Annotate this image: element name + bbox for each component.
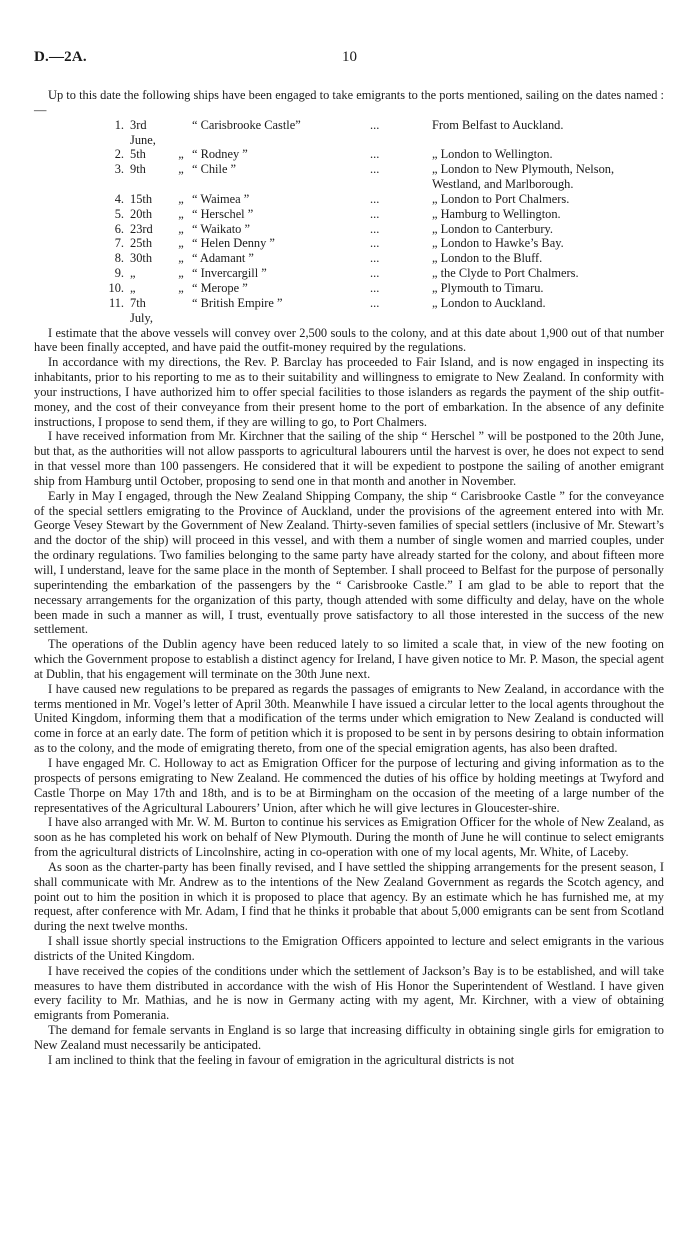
ship-name: “ Helen Denny ”: [192, 236, 275, 251]
ship-name: “ Invercargill ”: [192, 266, 267, 281]
leader-dots: ...: [370, 147, 380, 162]
sailing-date: 15th: [130, 191, 153, 206]
ship-name: “ Rodney ”: [192, 147, 248, 162]
ship-number: 6.: [114, 221, 124, 236]
leader-dots: ...: [370, 191, 380, 206]
ship-route: „ London to Port Chalmers.: [432, 191, 570, 206]
ship-name: “ Carisbrooke Castle”: [192, 117, 301, 132]
ship-schedule-table: [34, 118, 664, 326]
body-paragraph: I have received the copies of the conditions under which the settlement of Jackson’s Bay is to be established, and will take measures to have them distributed in accordance with the wish of His Honor the Superintendent of Westland. I have given every facility to Mr. Mathias, and he is now in Germany acting with my agent, Mr. Kirchner, with a view of obtaining emigrants from Pomerania.: [34, 963, 664, 1023]
leader-dots: ...: [370, 117, 380, 132]
ditto-mark: „: [178, 191, 184, 206]
sailing-date: „: [130, 266, 136, 281]
ship-row: [34, 236, 664, 251]
ship-number: 9.: [114, 266, 124, 281]
ditto-mark: „: [178, 236, 184, 251]
ship-name: “ Chile ”: [192, 162, 237, 177]
ship-row: [34, 281, 664, 296]
ship-row: [34, 118, 664, 148]
sailing-date: „: [130, 280, 136, 295]
body-paragraph: As soon as the charter-party has been finally revised, and I have settled the shipping arrangements for the present season, I shall communicate with Mr. Andrew as to the intentions of the New Zealand Government as regards the Scotch agency, and point out to him the position in which it is proposed to place that agency. By an estimate which he has furnished me, at my request, after conference with Mr. Adam, I find that he thinks it probable that about 5,000 emigrants can be sent from Scotland during the next twelve months.: [34, 859, 664, 934]
ditto-mark: [170, 118, 192, 148]
sailing-date: 23rd: [130, 221, 153, 236]
ship-schedule-rows: [34, 118, 664, 326]
sailing-date: 30th: [130, 251, 153, 266]
leader-dots: ...: [370, 236, 380, 251]
ditto-mark: „: [178, 147, 184, 162]
body-paragraph: I have engaged Mr. C. Holloway to act as Emigration Officer for the purpose of lecturing and giving information as to the prospects of persons emigrating to New Zealand. He commenced the duties of his office by holding meetings at Twyford and Castle Thorpe on May 17th and 18th, and is to be at Birmingham on the occasion of the meeting of a large number of the representatives of the Agricultural Labourers’ Union, after which he will give lectures in Gloucester-shire.: [34, 755, 664, 815]
ship-number: 3.: [114, 162, 124, 177]
ditto-mark: „: [178, 280, 184, 295]
intro-paragraph: Up to this date the following ships have been engaged to take emigrants to the ports mentioned, sailing on the dates named :—: [34, 88, 664, 117]
leader-dots: ...: [370, 251, 380, 266]
body-paragraph: Early in May I engaged, through the New Zealand Shipping Company, the ship “ Carisbrooke Castle ” for the conveyance of the special settlers emigrating to the Province of Auckland, under the provisions of the agreement entered into with Mr. George Vesey Stewart by the Government of New Zealand. Thirty-seven families of special settlers (inclusive of Mr. Stewart’s and the doctor of the ship) will proceed in this vessel, and with them a number of single women and married couples, under the ordinary regulations. Two families belonging to the same party have already started for the colony, and about fifteen more will, I understand, leave for the same place in the month of September. I shall proceed to Belfast for the purpose of personally superintending the embarkation of the passengers by the “ Carisbrooke Castle.” I am glad to be able to report that the necessary arrangements for the organization of this party, though attended with some difficulty and delay, have on the whole been made in such a manner as will, I trust, eventually prove satisfactory to all those interested in the success of the new settlement.: [34, 488, 664, 637]
document-body: [34, 88, 664, 1068]
body-paragraph: I estimate that the above vessels will convey over 2,500 souls to the colony, and at this date about 1,900 out of that number have been finally accepted, and have paid the outfit-money required by the regulations.: [34, 325, 664, 355]
body-paragraph: I have also arranged with Mr. W. M. Burton to continue his services as Emigration Officer for the whole of New Zealand, as soon as he has completed his work on behalf of New Plymouth. During the month of June he will continue to select emigrants from the agricultural districts of Lincolnshire, acting in co-operation with one of my local agents, Mr. White, of Laceby.: [34, 815, 664, 860]
sailing-date: 9th: [130, 162, 146, 177]
ship-name: “ Waikato ”: [192, 221, 250, 236]
ship-row: [34, 266, 664, 281]
ship-number: 11.: [108, 295, 124, 310]
ship-route: „ London to New Plymouth, Nelson, Westland, and Marlborough.: [432, 162, 615, 192]
ditto-mark: [170, 296, 192, 326]
ditto-mark: „: [178, 221, 184, 236]
ship-route: „ London to Hawke’s Bay.: [432, 236, 564, 251]
ship-route: „ London to Auckland.: [432, 295, 546, 310]
ship-row: [34, 251, 664, 266]
document-reference: D.—2A.: [34, 49, 87, 65]
ship-row: [34, 147, 664, 162]
ship-row: [34, 162, 664, 192]
ship-route: „ London to the Bluff.: [432, 251, 543, 266]
body-paragraph: The demand for female servants in England is so large that increasing difficulty in obtaining single girls for emigration to New Zealand must necessarily be anticipated.: [34, 1023, 664, 1052]
ship-name: “ Adamant ”: [192, 251, 254, 266]
body-paragraph: I shall issue shortly special instructions to the Emigration Officers appointed to lecture and select emigrants in the various districts of the United Kingdom.: [34, 934, 664, 963]
ship-name: “ Waimea ”: [192, 191, 250, 206]
ship-route: „ London to Wellington.: [432, 147, 553, 162]
ship-row: [34, 296, 664, 326]
ship-route: „ Plymouth to Timaru.: [432, 280, 544, 295]
leader-dots: ...: [370, 206, 380, 221]
ditto-mark: „: [178, 266, 184, 281]
ditto-mark: „: [178, 162, 184, 177]
ship-route: From Belfast to Auckland.: [432, 117, 564, 132]
ship-name: “ Herschel ”: [192, 206, 254, 221]
sailing-date: 7th July,: [130, 295, 153, 325]
sailing-date: 5th: [130, 147, 146, 162]
ship-route: „ Hamburg to Wellington.: [432, 206, 561, 221]
body-paragraphs: [34, 326, 664, 1068]
body-paragraph: In accordance with my directions, the Rev. P. Barclay has proceeded to Fair Island, and is now engaged in inspecting its inhabitants, prior to his reporting to me as to their suitability and willingness to emigrate to New Zealand. In conformity with your instructions, I have authorized him to offer special facilities to those islanders as regards the payment of the ship outfit-money, and the cost of their conveyance from their present home to the port of embarkation. In the absence of any definite instructions, I propose to send them, if they are willing to go, to Port Chalmers.: [34, 355, 664, 429]
ship-name: “ Merope ”: [192, 280, 248, 295]
body-paragraph: The operations of the Dublin agency have been reduced lately to so limited a scale that, in view of the new footing on which the Government propose to establish a distinct agency for Ireland, I have given notice to Mr. P. Mason, the special agent at Dublin, that his engagement will terminate on the 30th June next.: [34, 637, 664, 681]
leader-dots: ...: [370, 266, 380, 281]
ship-number: 5.: [114, 206, 124, 221]
sailing-date: 25th: [130, 236, 153, 251]
ship-number: 8.: [114, 251, 124, 266]
leader-dots: ...: [370, 295, 380, 310]
ship-name: “ British Empire ”: [192, 295, 283, 310]
ship-row: [34, 222, 664, 237]
leader-dots: ...: [370, 221, 380, 236]
leader-dots: ...: [370, 280, 380, 295]
leader-dots: ...: [370, 162, 380, 177]
ship-number: 4.: [114, 191, 124, 206]
ship-number: 7.: [114, 236, 124, 251]
body-paragraph: I am inclined to think that the feeling in favour of emigration in the agricultural districts is not: [48, 1052, 515, 1067]
ship-number: 10.: [108, 280, 124, 295]
page-number: 10: [342, 49, 357, 65]
body-paragraph: I have received information from Mr. Kirchner that the sailing of the ship “ Herschel ” will be postponed to the 20th June, but that, as the authorities will not allow passports to agricultural labourers until the harvest is over, he does not expect to send in that vessel more than 100 passengers. He considered that it will be expedient to postpone the sailing of another emigrant ship from Hamburg until October, proposing to send one in that month and another in November.: [34, 429, 664, 488]
sailing-date: 20th: [130, 206, 153, 221]
ditto-mark: „: [178, 206, 184, 221]
ship-row: [34, 207, 664, 222]
ship-route: „ London to Canterbury.: [432, 221, 554, 236]
sailing-date: 3rd June,: [130, 117, 156, 147]
ship-route: „ the Clyde to Port Chalmers.: [432, 266, 579, 281]
ship-number: 1.: [114, 117, 124, 132]
body-paragraph: I have caused new regulations to be prepared as regards the passages of emigrants to New Zealand, in accordance with the terms mentioned in Mr. Vogel’s letter of April 30th. Meanwhile I have issued a circular letter to the local agents throughout the United Kingdom, informing them that a modification of the terms under which emigration to New Zealand is conducted will come in force at an early date. The form of petition which it is proposed to be sent in by persons desiring to obtain information as to the colony, and the mode of emigrating thereto, from one of the special emigration agents, has also been drafted.: [34, 681, 664, 756]
ship-row: [34, 192, 664, 207]
ditto-mark: „: [178, 251, 184, 266]
ship-number: 2.: [114, 147, 124, 162]
